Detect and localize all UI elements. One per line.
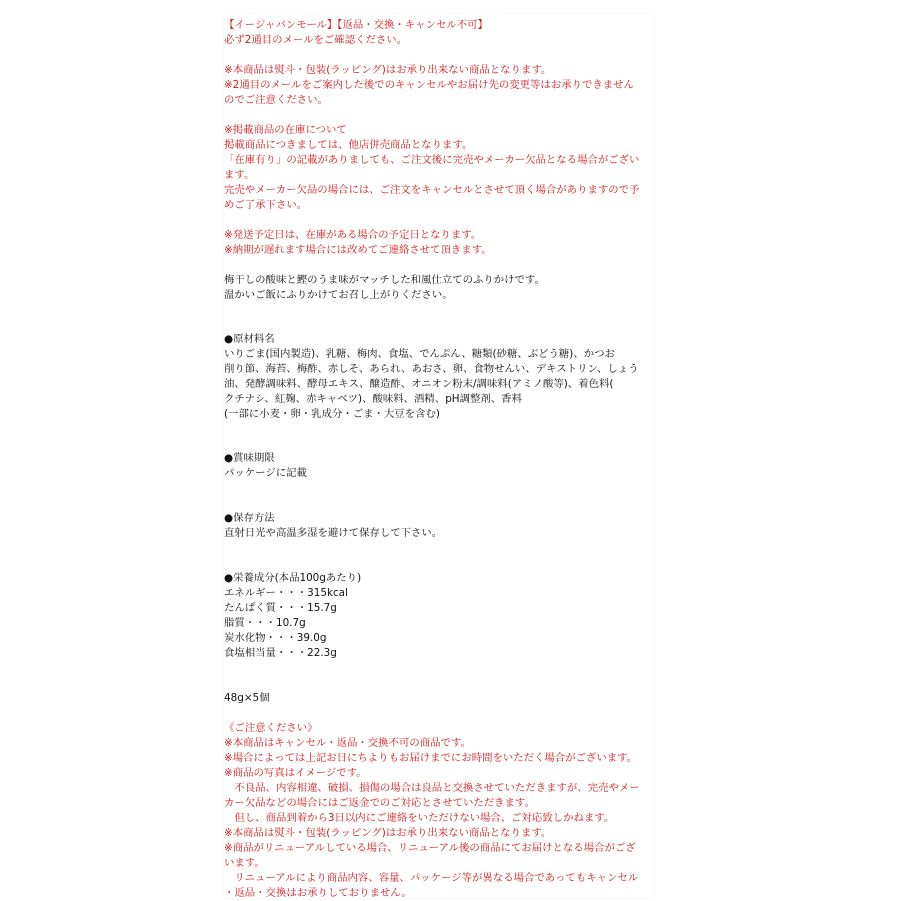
best-before-heading: ●賞味期限 xyxy=(224,452,275,464)
caution-line: リニューアルにより商品内容、容量、パッケージ等が異なる場合であってもキャンセル xyxy=(224,872,639,884)
best-before-value: パッケージに記載 xyxy=(224,467,307,479)
cautions-heading: 《ご注意ください》 xyxy=(224,722,318,734)
ingredients-line: クチナシ、紅麹、赤キャベツ)、酸味料、酒精、pH調整剤、香料 xyxy=(224,393,522,405)
shipping-notice-line: ※発送予定日は、在庫がある場合の予定日となります。 xyxy=(224,229,482,241)
description-line: 梅干しの酸味と鰹のうま味がマッチした和風仕立てのふりかけです。 xyxy=(224,274,545,286)
quantity-value: 48g×5個 xyxy=(224,692,270,704)
ingredients-line: 削り節、海苔、梅酢、赤しそ、あられ、あおさ、卵、食物せんい、デキストリン、しょう xyxy=(224,363,639,375)
wrapping-notice-line: ※2通目のメールをご案内した後でのキャンセルやお届け先の変更等はお承りできません xyxy=(224,79,634,91)
nutrition-section xyxy=(224,571,664,661)
ingredients-section xyxy=(224,332,664,422)
storage-heading: ●保存方法 xyxy=(224,512,275,524)
description-line: 温かいご飯にふりかけてお召し上がりください。 xyxy=(224,289,453,301)
shipping-notice xyxy=(224,228,664,258)
nutrition-row: たんぱく質・・・15.7g xyxy=(224,602,337,614)
wrapping-notice xyxy=(224,63,664,108)
wrapping-notice-line: ※本商品は熨斗・包装(ラッピング)はお承り出来ない商品となります。 xyxy=(224,64,552,76)
caution-line: ※本商品は熨斗・包装(ラッピング)はお承り出来ない商品となります。 xyxy=(224,827,552,839)
caution-line: ・返品・交換はお承りしておりません。 xyxy=(224,887,412,899)
header-notice-line: 必ず2通目のメールをご確認ください。 xyxy=(224,34,408,46)
nutrition-heading: ●栄養成分(本品100gあたり) xyxy=(224,572,362,584)
storage-value: 直射日光や高温多湿を避けて保存して下さい。 xyxy=(224,527,443,539)
stock-notice-line: めご了承下さい。 xyxy=(224,199,308,211)
ingredients-heading: ●原材料名 xyxy=(224,333,275,345)
quantity-section xyxy=(224,691,664,706)
ingredients-line: (一部に小麦・卵・乳成分・ごま・大豆を含む) xyxy=(224,408,440,420)
stock-notice-line: 「在庫有り」の記載がありましても、ご注文後に完売やメーカー欠品となる場合がござい xyxy=(224,154,640,166)
caution-line: 但し、商品到着から3日以内にご連絡をいただけない場合、ご対応致しかねます。 xyxy=(224,812,615,824)
caution-line: 不良品、内容相違、破損、損傷の場合は良品と交換させていただきますが、完売やメー xyxy=(224,782,640,794)
cautions-section xyxy=(224,721,664,901)
header-notice-line: 【イージャパンモール】【返品・交換・キャンセル不可】 xyxy=(224,19,488,31)
nutrition-row: エネルギー・・・315kcal xyxy=(224,587,348,599)
caution-line: ※場合によっては上記お日にちよりもお届けまでにお時間をいただく場合がございます。 xyxy=(224,752,638,764)
stock-notice-line: ※掲載商品の在庫について xyxy=(224,124,347,136)
caution-line: ※本商品はキャンセル・返品・交換不可の商品です。 xyxy=(224,737,471,749)
stock-notice xyxy=(224,123,664,213)
caution-line: います。 xyxy=(224,857,265,869)
header-notice xyxy=(224,18,664,48)
ingredients-line: いりごま(国内製造)、乳糖、梅肉、食塩、でんぷん、糖類(砂糖、ぶどう糖)、かつお xyxy=(224,348,615,360)
stock-notice-line: 掲載商品につきましては、他店併売商品となります。 xyxy=(224,139,473,151)
ingredients-line: 油、発酵調味料、酵母エキス、醸造酢、オニオン粉末/調味料(アミノ酸等)、着色料( xyxy=(224,378,614,390)
shipping-notice-line: ※納期が遅れます場合には改めてご連絡させて頂きます。 xyxy=(224,244,492,256)
nutrition-row: 脂質・・・10.7g xyxy=(224,617,306,629)
caution-line: ※商品の写真はイメージです。 xyxy=(224,767,367,779)
nutrition-row: 炭水化物・・・39.0g xyxy=(224,632,327,644)
nutrition-row: 食塩相当量・・・22.3g xyxy=(224,647,337,659)
wrapping-notice-line: のでご注意ください。 xyxy=(224,94,328,106)
storage-section xyxy=(224,511,664,541)
stock-notice-line: ます。 xyxy=(224,169,255,181)
product-description xyxy=(224,273,664,303)
stock-notice-line: 完売やメーカー欠品の場合には、ご注文をキャンセルとさせて頂く場合がありますので予 xyxy=(224,184,640,196)
caution-line: カー欠品などの場合にはご返金でのご対応とさせていただきます。 xyxy=(224,797,535,809)
best-before-section xyxy=(224,451,664,481)
caution-line: ※商品がリニューアルしている場合、リニューアル後の商品にてお届けとなる場合がござ xyxy=(224,842,636,854)
product-description-page xyxy=(224,14,654,898)
